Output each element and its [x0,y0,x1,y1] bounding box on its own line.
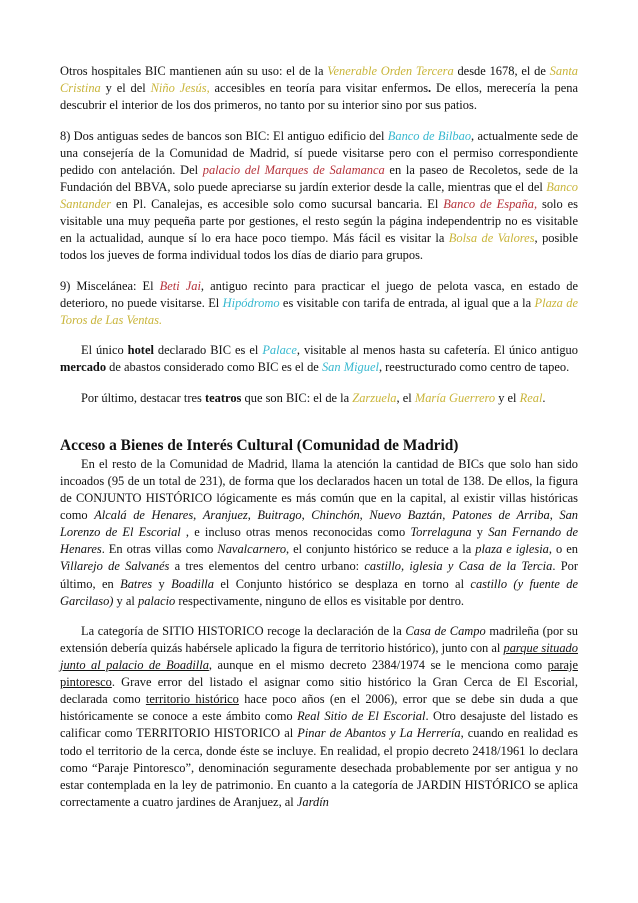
document-body [60,63,578,811]
text: , reestructurado como centro de tapeo. [378,360,570,375]
text: , [549,508,560,523]
text-italic-underlined: parque situado junto al palacio de Boadilla [60,641,578,673]
text-italic: Patones de Arriba [451,508,550,523]
link-zarzuela[interactable]: Zarzuela [352,391,397,406]
text: , [193,508,203,523]
text: . [542,391,546,406]
text: . En otras villas como [101,542,218,557]
paragraph-conjunto-historico [60,456,578,609]
link-hipodromo[interactable]: Hipódromo [222,295,280,310]
text: , actualmente sede de una consejería de la Comunidad de Madrid, sí puede visitarse pero con el permiso correspondiente pedido con antelación. Del [60,128,578,177]
text-italic: castillo (y fuente de Garcilaso) [60,576,578,608]
paragraph-bancos [60,128,578,264]
link-santa-cristina[interactable]: Santa Cristina [60,64,578,96]
text-italic: castillo, iglesia y Casa de la Tercia [364,559,553,574]
link-bolsa-de-valores[interactable]: Bolsa de Valores [448,231,535,246]
text-italic: Nuevo Baztán [369,508,443,523]
text-italic: Chinchón [311,508,360,523]
text: , el conjunto histórico se reduce a la [286,542,476,557]
text-italic: Boadilla [171,576,214,591]
text: a tres elementos del centro urbano: [169,559,365,574]
text-italic: Casa de Campo [405,624,486,639]
text: y el [495,391,520,406]
text: . Grave error del listado el asignar como sitio histórico la Gran Cerca de El Escorial, declarada como [60,675,578,707]
text-italic: San Fernando de Henares [60,525,578,557]
text-italic: plaza e iglesia [475,542,549,557]
paragraph-miscelanea [60,278,578,329]
text: La categoría de SITIO HISTORICO recoge la declaración de la [81,624,406,639]
text: Otros hospitales BIC mantienen aún su uso: el de la [60,64,328,78]
text: . [428,81,432,96]
link-san-miguel[interactable]: San Miguel [321,360,379,375]
text: y el del [100,81,151,96]
text: accesibles en teoría para visitar enfermos [209,81,429,96]
text-underlined: territorio histórico [145,692,239,707]
text: es visitable con tarifa de entrada, al igual que a la [279,295,535,310]
text: , el [396,391,415,406]
link-banco-de-bilbao[interactable]: Banco de Bilbao [387,128,472,143]
text: . Por último, en [60,559,578,591]
link-real[interactable]: Real [519,391,543,406]
text: , e incluso otras menos reconocidas como [180,525,411,540]
text: . Otro desajuste del listado es calificar como TERRITORIO HISTORICO al [60,709,579,741]
link-beti-jai[interactable]: Beti Jai [159,278,201,293]
text: , aunque en el mismo decreto 2384/1974 se le menciona como [208,658,548,673]
text: , [359,508,370,523]
paragraph-hospitales [60,63,578,114]
text: solo es visitable una muy pequeña parte por gestiones, el resto según la página independentrip no es visitable en la actualidad, aunque sí lo era hace poco tiempo. Más fácil es visitar la [60,196,578,246]
text: Por último, destacar tres [81,391,205,406]
text: , [247,508,258,523]
text: hace poco años (en el 2006), error que se debe sin duda a que históricamente se conoce a este ámbito como [60,692,578,724]
paragraph-hotel-mercado [60,342,578,376]
text: , [301,508,312,523]
text: , visitable al menos hasta su cafetería. El único antiguo [296,343,578,358]
text: , antiguo recinto para practicar el juego de pelota vasca, en estado de deterioro, no puede visitarse. El [60,278,579,310]
text-italic: Villarejo de Salvanés [60,559,170,574]
paragraph-teatros [60,390,578,407]
text: declarado BIC es el [153,343,263,358]
text-italic: Real Sitio de El Escorial [297,709,426,724]
section-heading: Acceso a Bienes de Interés Cultural (Comunidad de Madrid) [60,437,459,455]
text: y al [113,593,138,608]
link-nino-jesus[interactable]: Niño Jesús, [150,81,210,96]
text: y [152,576,172,591]
text: en la paseo de Recoletos, sede de la Fundación del BBVA, solo puede apreciarse su jardín exterior desde la calle, mientras que el del [60,162,578,194]
text-italic: Pinar de Abantos y La Herrería [297,726,461,741]
text: , o en [548,542,578,557]
text: el Conjunto histórico se desplaza en torno al [213,576,471,591]
text: desde 1678, el de [453,64,550,78]
paragraph-sitio-historico [60,623,578,811]
link-palacio-marques-de-salamanca[interactable]: palacio del Marques de Salamanca [202,162,385,177]
text-italic: San Lorenzo de El Escorial [60,508,579,540]
text-italic: Torrelaguna [410,525,472,540]
text: De ellos, merecería la pena descubrir el interior de los dos primeros, no tanto por su interior sino por sus patios. [60,81,578,113]
text: 8) Dos antiguas sedes de bancos son BIC: El antiguo edificio del [60,128,388,143]
text: , [442,508,452,523]
text: madrileña (por su extensión debería quizás habérsele aplicado la figura de territorio histórico), junto con al [60,624,578,656]
text-italic: Aranjuez [202,508,248,523]
text: que son BIC: el de la [241,391,353,406]
text-italic: palacio [137,593,176,608]
text: 9) Miscelánea: El [60,278,160,293]
text-italic: Navalcarnero [217,542,287,557]
link-maria-guerrero[interactable]: María Guerrero [414,391,496,406]
text-italic: Batres [120,576,153,591]
link-plaza-de-toros-las-ventas[interactable]: Plaza de Toros de Las Ventas. [60,295,578,327]
text: , posible todos los jueves de forma individual todos los días de diario para grupos. [60,231,579,263]
link-banco-de-espana[interactable]: Banco de España, [443,196,538,211]
text: y [471,525,489,540]
link-palace[interactable]: Palace [262,343,297,358]
text-bold: hotel [127,343,154,358]
text-underlined: paraje pintoresco [60,658,578,690]
text: En el resto de la Comunidad de Madrid, llama la atención la cantidad de BICs que solo han sido incoados (95 de un total de 231), de forma que los declarados hacen un total de 138. De ellos, la figura de CONJUNTO HISTÓRICO lógicamente es más común que en la capital, al existir villas históricas como [60,457,578,523]
text-italic: Alcalá de Henares [94,508,194,523]
link-venerable-orden-tercera[interactable]: Venerable Orden Tercera [327,64,454,78]
text: El único [81,343,128,358]
text-italic: Jardín [296,794,329,809]
text: , cuando en realidad es todo el territorio de la cerca, donde éste se incluye. En realidad, el propio decreto 2418/1961 lo declara como “Paraje Pintoresco”, denominación seguramente desechada probablemente por ser antigua y no estar contemplada en la ley de patrimonio. En cuanto a la categoría de JARDIN HISTÓRICO se aplica correctamente a cuatro jardines de Aranjuez, al [60,726,578,809]
text: respectivamente, ninguno de ellos es visitable por dentro. [175,593,465,608]
text: de abastos considerado como BIC es el de [106,360,322,375]
text-bold: mercado [60,360,107,375]
text-bold: teatros [205,391,242,406]
text-italic: Buitrago [257,508,302,523]
text: en Pl. Canalejas, es accesible solo como sucursal bancaria. El [111,196,444,211]
link-banco-santander[interactable]: Banco Santander [60,179,578,211]
